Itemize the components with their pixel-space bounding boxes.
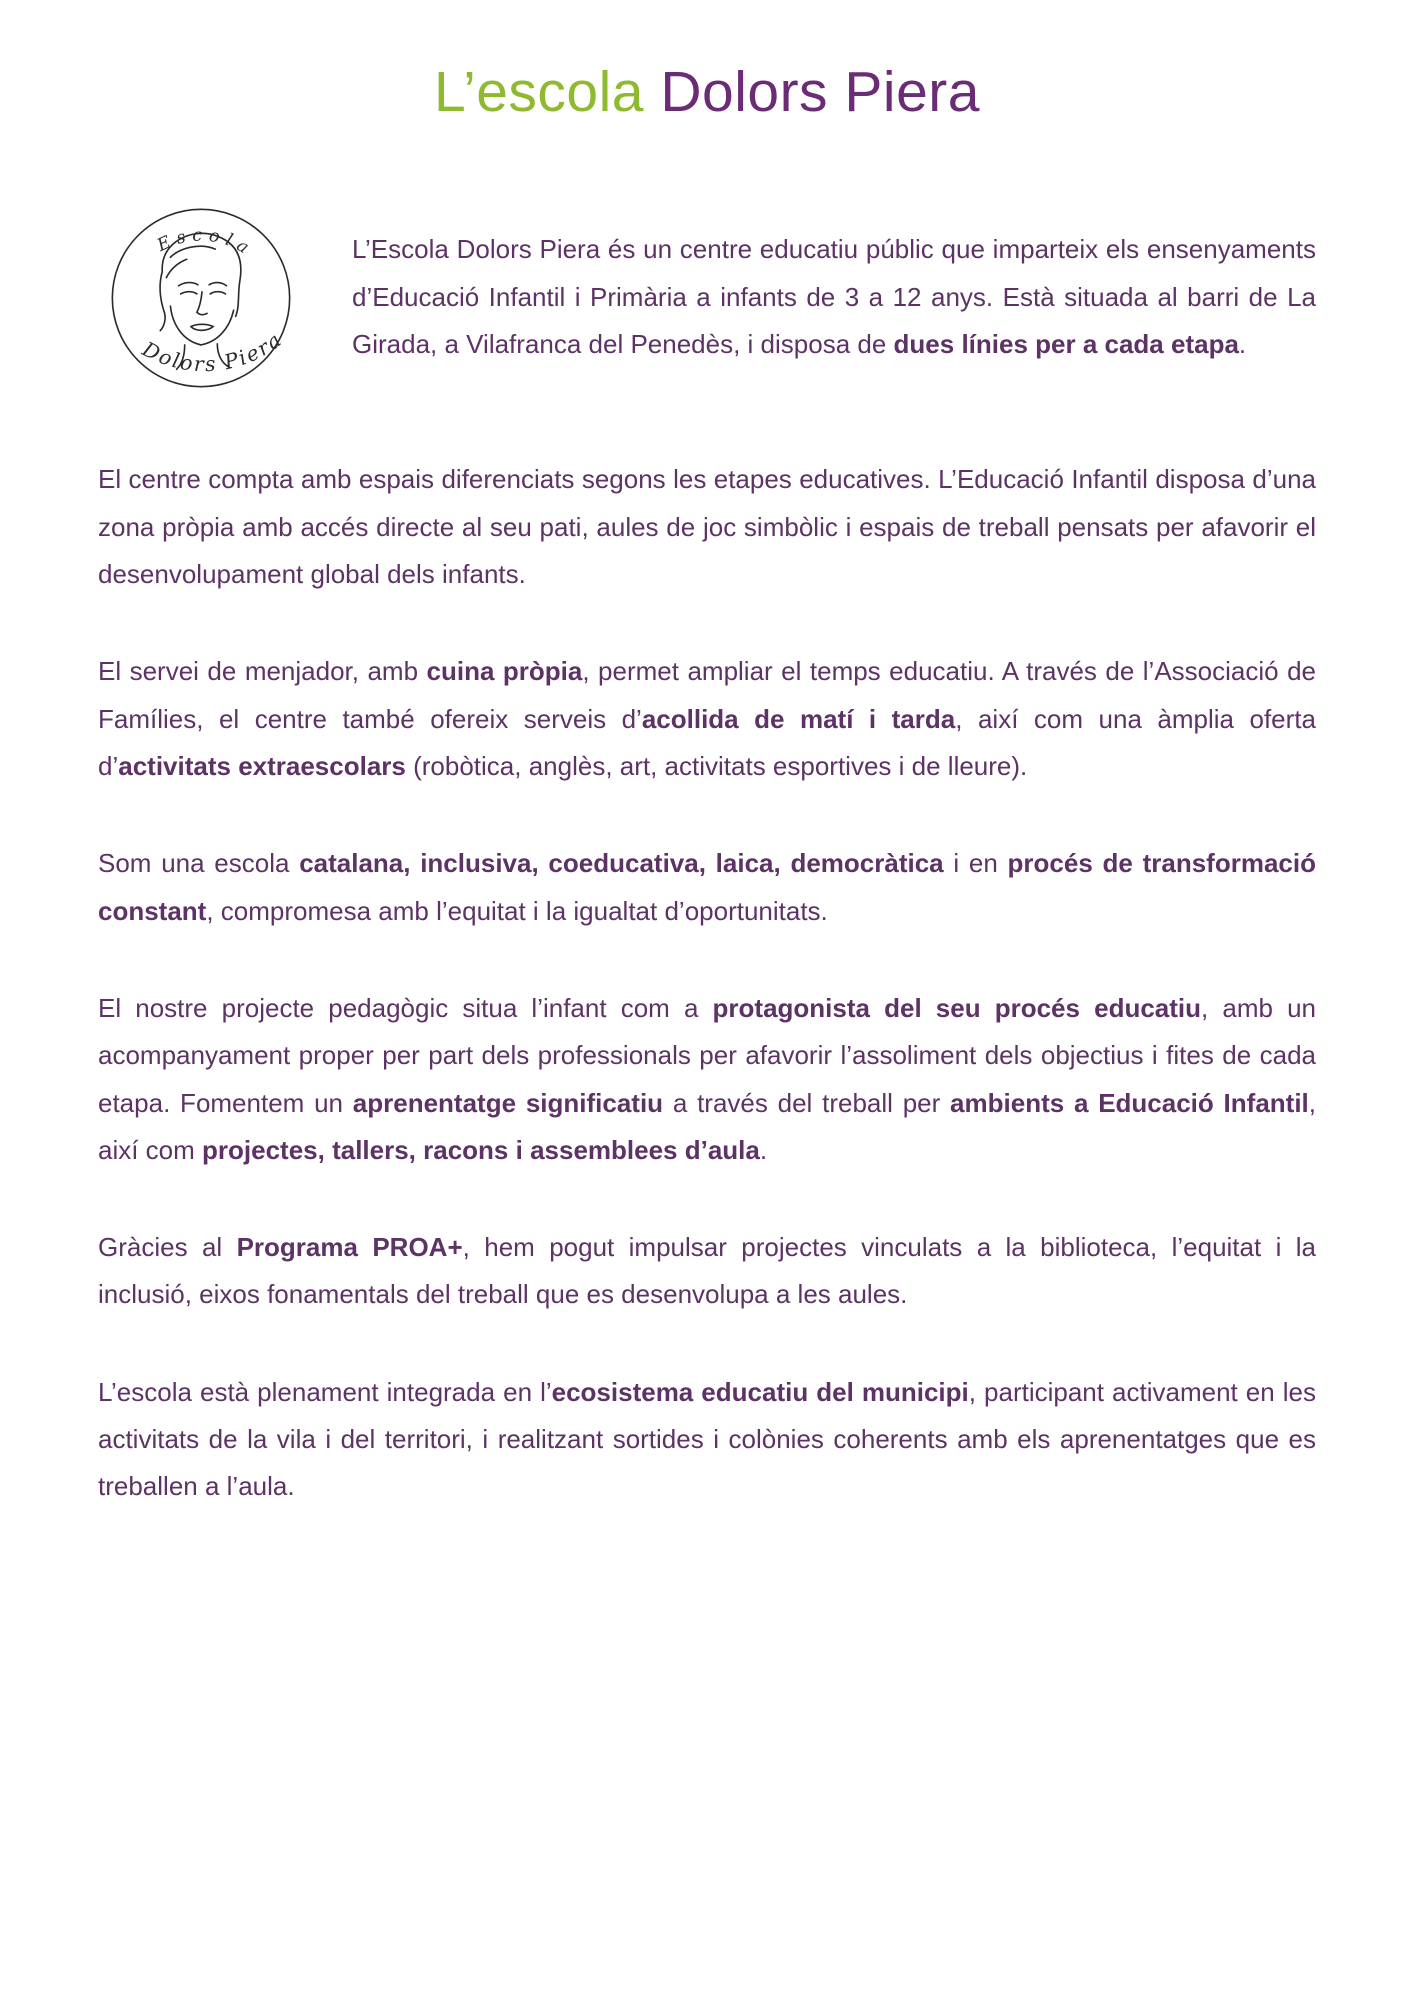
- text-run: (robòtica, anglès, art, activitats esportives i de lleure).: [405, 750, 1028, 781]
- bold-text-run: catalana, inclusiva, coeducativa, laica, democràtica: [299, 848, 944, 879]
- bold-text-run: aprenentatge significatiu: [352, 1087, 664, 1118]
- text-run: , així com una àmplia oferta d’: [98, 703, 1316, 781]
- bold-text-run: ecosistema educatiu del municipi: [551, 1376, 969, 1407]
- page-title: [98, 58, 1316, 126]
- intro-section: [98, 190, 1316, 404]
- bold-text-run: Programa PROA+: [236, 1232, 463, 1263]
- text-run: a través del treball per: [663, 1087, 951, 1118]
- text-run: Som una escola: [98, 848, 300, 879]
- body-paragraph-proa: [98, 1224, 1316, 1319]
- bold-text-run: acollida de matí i tarda: [641, 703, 956, 734]
- text-run: .: [1238, 329, 1247, 360]
- text-run: , compromesa amb l’equitat i la igualtat d’oportunitats.: [206, 895, 828, 926]
- school-logo: [98, 190, 304, 404]
- text-run: El centre compta amb espais diferenciats segons les etapes educatives. L’Educació Infantil disposa d’una zona pròpia amb accés directe al seu pati, aules de joc simbòlic i espais de treball pensats per afavorir el desenvolupament global dels infants.: [98, 464, 1316, 590]
- text-run: , participant activament en les activitats de la vila i del territori, i realitzant sortides i colònies coherents amb els aprenentatges que es treballen a l’aula.: [98, 1376, 1316, 1502]
- logo-top-text: Escola: [154, 225, 258, 262]
- text-run: , permet ampliar el temps educatiu. A través de l’Associació de Famílies, el centre també ofereix serveis d’: [98, 656, 1316, 734]
- bold-text-run: dues línies per a cada etapa: [893, 329, 1239, 360]
- body-paragraph-ecosistema: [98, 1369, 1316, 1511]
- bold-text-run: activitats extraescolars: [118, 750, 406, 781]
- body-paragraph-valors: [98, 840, 1316, 935]
- bold-text-run: ambients a Educació Infantil: [950, 1087, 1309, 1118]
- bold-text-run: projectes, tallers, racons i assemblees d’aula: [202, 1134, 760, 1165]
- title-word-escola: L’escola: [434, 60, 661, 124]
- text-run: L’Escola Dolors Piera és un centre educatiu públic que imparteix els ensenyaments d’Educació Infantil i Primària a infants de 3 a 12 anys. Està situada al barri de La Girada, a Vilafranca del Penedès, i disposa de: [352, 234, 1316, 360]
- bold-text-run: protagonista del seu procés educatiu: [712, 992, 1202, 1023]
- logo-bottom-text: Dolors Piera: [138, 327, 288, 377]
- body-paragraph-espais: [98, 456, 1316, 598]
- text-run: El nostre projecte pedagògic situa l’infant com a: [98, 992, 713, 1023]
- text-run: L’escola està plenament integrada en l’: [98, 1376, 552, 1407]
- text-run: i en: [943, 848, 1008, 879]
- text-run: , amb un acompanyament proper per part dels professionals per afavorir l’assoliment dels objectius i fites de cada etapa. Fomentem un: [98, 992, 1316, 1118]
- text-run: , així com: [98, 1087, 1316, 1165]
- text-run: Gràcies al: [98, 1232, 237, 1263]
- intro-paragraph: [352, 226, 1316, 368]
- text-run: El servei de menjador, amb: [98, 656, 427, 687]
- bold-text-run: procés de transformació constant: [98, 848, 1316, 926]
- text-run: , hem pogut impulsar projectes vinculats a la biblioteca, l’equitat i la inclusió, eixos fonamentals del treball que es desenvolupa a les aules.: [98, 1232, 1316, 1310]
- bold-text-run: cuina pròpia: [426, 656, 583, 687]
- school-logo-drawing: [98, 190, 304, 404]
- body-paragraph-menjador: [98, 648, 1316, 790]
- text-run: .: [759, 1134, 768, 1165]
- body-paragraph-projecte: [98, 985, 1316, 1174]
- title-word-dolors-piera: Dolors Piera: [660, 60, 980, 124]
